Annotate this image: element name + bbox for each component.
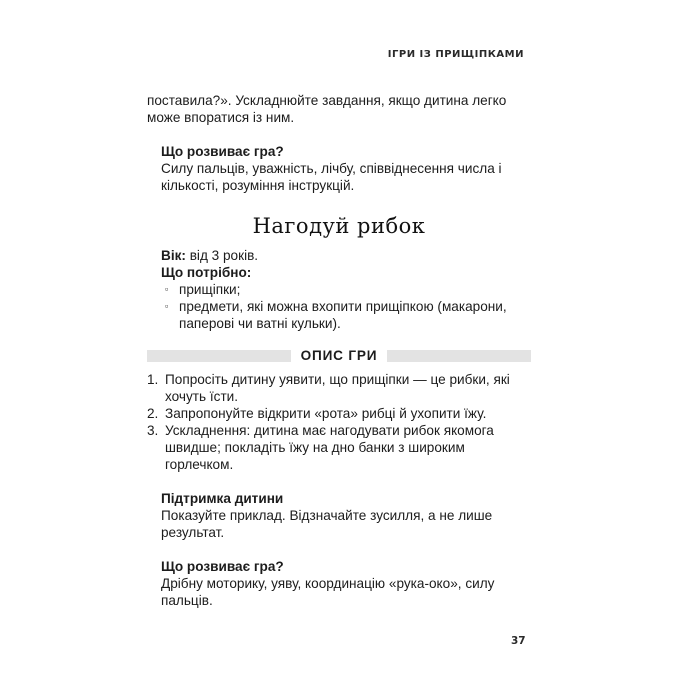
game-develops-heading: Що розвиває гра?	[161, 559, 284, 574]
step-number: 3.	[147, 423, 159, 438]
page-content	[147, 92, 531, 609]
age-line	[147, 247, 531, 264]
step-item	[147, 422, 531, 473]
support-heading: Підтримка дитини	[161, 491, 284, 506]
bullet-icon: ▫	[165, 301, 169, 311]
step-text: Попросіть дитину уявити, що прищіпки — це рибки, які хочуть їсти.	[165, 372, 510, 404]
game-title: Нагодуй рибок	[252, 214, 426, 238]
game-develops-text: Дрібну моторику, уяву, координацію «рука-око», силу пальців.	[161, 576, 495, 608]
description-banner-text: ОПИС ГРИ	[295, 348, 384, 363]
description-banner	[147, 347, 531, 365]
list-item	[165, 298, 531, 332]
list-item	[165, 281, 531, 298]
running-header: ІГРИ ІЗ ПРИЩІПКАМИ	[387, 49, 524, 60]
step-item	[147, 371, 531, 405]
list-item-text: предмети, які можна вхопити прищіпкою (макарони, паперові чи ватні кульки).	[179, 299, 507, 331]
intro-develops-heading: Що розвиває гра?	[161, 144, 284, 159]
list-item-text: прищіпки;	[179, 282, 241, 297]
age-label: Вік:	[161, 248, 186, 263]
page-number: 37	[511, 635, 526, 647]
banner-bar-left	[147, 350, 291, 362]
intro-continuation: поставила?». Ускладнюйте завдання, якщо дитина легко може впоратися із ним.	[147, 93, 507, 125]
needs-label: Що потрібно:	[161, 265, 252, 280]
step-text: Ускладнення: дитина має нагодувати рибок якомога швидше; покладіть їжу на дно банки з широким горлечком.	[165, 423, 494, 472]
support-text: Показуйте приклад. Відзначайте зусилля, а не лише результат.	[161, 508, 493, 540]
steps-list	[147, 371, 531, 473]
step-number: 2.	[147, 406, 159, 421]
step-number: 1.	[147, 372, 159, 387]
needs-list	[147, 281, 531, 332]
bullet-icon: ▫	[165, 284, 169, 294]
step-text: Запропонуйте відкрити «рота» рибці й ухопити їжу.	[165, 406, 487, 421]
intro-develops-text: Силу пальців, уважність, лічбу, співвіднесення числа і кількості, розуміння інструкцій.	[161, 161, 502, 193]
step-item	[147, 405, 531, 422]
banner-bar-right	[387, 350, 531, 362]
age-value: від 3 років.	[185, 248, 259, 263]
